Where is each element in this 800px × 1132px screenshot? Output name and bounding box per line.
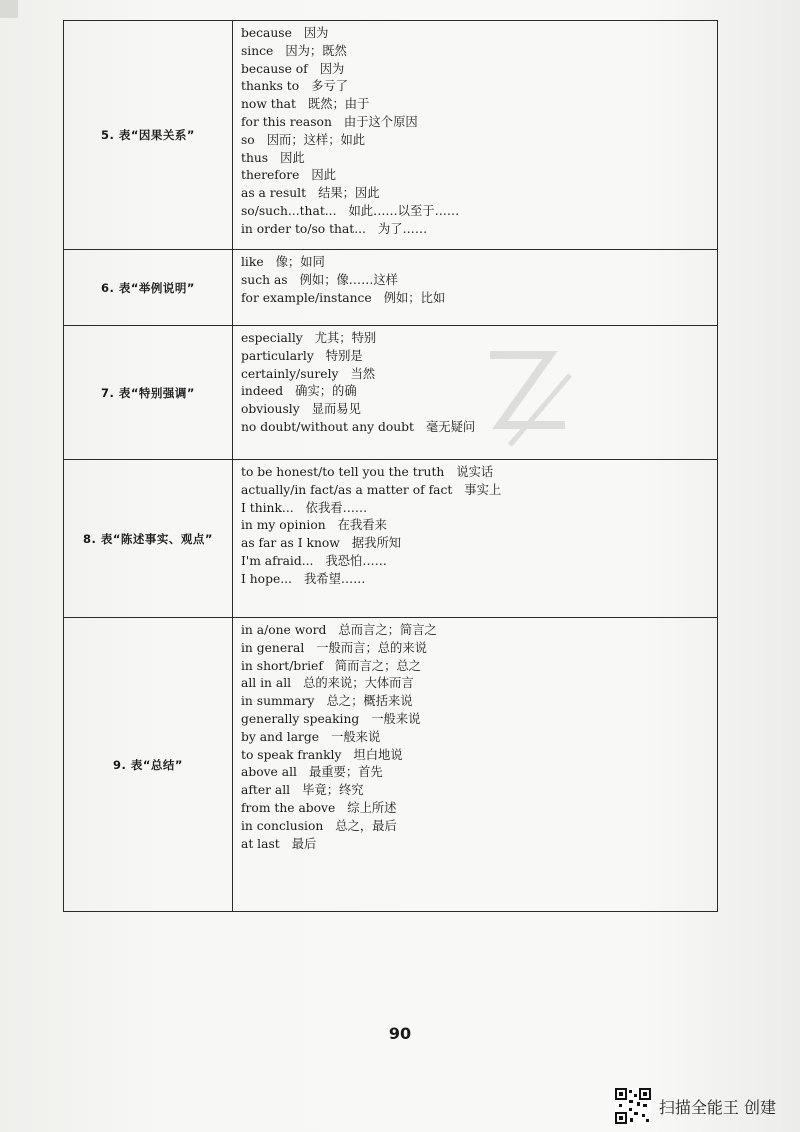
phrase-chinese: 毫无疑问 [426, 419, 476, 434]
phrase-english: thus [241, 150, 269, 165]
phrase-item [241, 800, 717, 818]
phrase-english: certainly/surely [241, 366, 339, 381]
phrase-list [233, 21, 717, 249]
phrase-chinese: 总之；概括来说 [326, 694, 413, 709]
phrase-chinese: 因为；既然 [285, 43, 347, 58]
phrase-item [241, 43, 717, 61]
phrase-chinese: 因为 [303, 26, 329, 40]
table-row [64, 459, 717, 617]
phrase-english: in order to/so that... [241, 221, 366, 236]
phrase-chinese: 在我看来 [337, 518, 387, 533]
phrase-english: as far as I know [241, 536, 340, 551]
phrase-item [241, 150, 717, 168]
phrase-item [241, 764, 717, 782]
phrase-list [233, 326, 717, 459]
phrase-item [241, 729, 717, 747]
phrase-english: to speak frankly [241, 747, 342, 762]
phrase-chinese: 总而言之；简言之 [338, 623, 437, 637]
page-corner [0, 0, 18, 18]
phrase-item [241, 167, 717, 185]
phrase-chinese: 例如；比如 [383, 290, 446, 305]
phrase-chinese: 像；如同 [275, 255, 325, 269]
phrase-chinese: 尤其；特别 [314, 331, 377, 345]
phrase-list [233, 250, 717, 325]
phrase-chinese: 我希望…… [303, 571, 366, 586]
phrase-english: from the above [241, 800, 336, 815]
phrase-item [241, 78, 717, 96]
phrase-chinese: 既然；由于 [307, 97, 370, 112]
phrase-english: above all [241, 765, 297, 780]
phrase-chinese: 依我看…… [305, 500, 368, 515]
table-row [64, 325, 717, 459]
phrase-english: for this reason [241, 114, 332, 129]
phrase-chinese: 确实；的确 [295, 384, 357, 399]
phrase-english: I hope... [241, 571, 292, 586]
phrase-item [241, 553, 717, 571]
phrase-chinese: 如此……以至于…… [348, 203, 460, 218]
scanner-footer [615, 1088, 776, 1124]
phrase-item [241, 517, 717, 535]
phrase-chinese: 毕竟；终究 [302, 783, 364, 798]
phrase-list [233, 460, 717, 617]
phrase-english: actually/in fact/as a matter of fact [241, 482, 453, 497]
table-row [64, 21, 717, 249]
phrase-item [241, 203, 717, 221]
phrase-english: especially [241, 331, 303, 345]
phrase-item [241, 348, 717, 366]
phrase-english: in short/brief [241, 658, 323, 673]
category-cell: 9. 表“总结” [64, 618, 233, 911]
phrase-item [241, 782, 717, 800]
phrase-chinese: 因此 [311, 168, 337, 183]
phrase-english: I think... [241, 500, 294, 515]
phrase-english: all in all [241, 676, 292, 691]
phrase-item [241, 254, 717, 272]
phrase-item [241, 535, 717, 553]
phrase-english: at last [241, 836, 280, 851]
phrase-chinese: 说实话 [456, 465, 494, 479]
phrase-chinese: 为了…… [377, 221, 428, 236]
qr-code-icon [615, 1088, 651, 1124]
phrase-chinese: 综上所述 [347, 800, 397, 815]
phrase-chinese: 特别是 [325, 348, 363, 363]
phrase-english: after all [241, 783, 291, 798]
category-cell: 6. 表“举例说明” [64, 250, 233, 325]
phrase-item [241, 330, 717, 348]
phrase-item [241, 96, 717, 114]
phrase-english: now that [241, 97, 296, 112]
phrase-item [241, 61, 717, 79]
phrase-item [241, 482, 717, 500]
phrase-chinese: 据我所知 [351, 536, 402, 551]
phrase-english: so [241, 132, 255, 147]
phrase-item [241, 675, 717, 693]
phrase-english: because [241, 26, 292, 40]
phrase-english: in summary [241, 694, 315, 709]
phrase-item [241, 658, 717, 676]
phrase-english: for example/instance [241, 290, 372, 305]
phrase-chinese: 因而；这样；如此 [266, 132, 366, 147]
phrase-chinese: 我恐怕…… [325, 553, 387, 568]
phrase-item [241, 221, 717, 239]
phrase-item [241, 747, 717, 765]
category-cell: 7. 表“特别强调” [64, 326, 233, 459]
phrase-chinese: 一般来说 [371, 711, 421, 726]
page-number: 90 [388, 1024, 412, 1043]
phrase-english: as a result [241, 186, 307, 201]
phrase-chinese: 简而言之；总之 [334, 658, 421, 673]
phrase-item [241, 290, 717, 308]
phrase-english: therefore [241, 168, 300, 183]
phrase-chinese: 事实上 [464, 482, 502, 497]
phrase-item [241, 640, 717, 658]
phrase-english: generally speaking [241, 711, 360, 726]
phrase-item [241, 500, 717, 518]
phrase-english: in conclusion [241, 818, 324, 833]
phrase-english: like [241, 255, 264, 269]
phrase-chinese: 一般而言；总的来说 [316, 640, 427, 655]
table-row [64, 617, 717, 911]
phrase-chinese: 当然 [350, 366, 376, 381]
phrase-english: no doubt/without any doubt [241, 419, 414, 434]
phrase-chinese: 因为 [319, 61, 345, 76]
scanner-credit: 扫描全能王 创建 [658, 1097, 776, 1117]
phrase-item [241, 114, 717, 132]
phrase-item [241, 132, 717, 150]
category-cell: 5. 表“因果关系” [64, 21, 233, 249]
phrase-english: obviously [241, 402, 300, 417]
phrase-chinese: 多亏了 [311, 79, 349, 94]
phrase-chinese: 总的来说；大体而言 [303, 676, 414, 691]
phrase-english: because of [241, 61, 308, 76]
phrase-item [241, 185, 717, 203]
phrase-item [241, 836, 717, 854]
phrase-item [241, 571, 717, 589]
phrase-english: in general [241, 640, 305, 655]
phrase-list [233, 618, 717, 911]
phrase-chinese: 最后 [291, 836, 317, 851]
phrase-chinese: 坦白地说 [353, 747, 403, 762]
phrase-english: particularly [241, 348, 314, 363]
phrase-chinese: 因此 [280, 150, 305, 165]
phrase-item [241, 622, 717, 640]
phrase-english: by and large [241, 729, 320, 744]
phrase-item [241, 711, 717, 729]
phrase-chinese: 最重要；首先 [308, 765, 383, 780]
phrase-english: indeed [241, 384, 284, 399]
phrase-item [241, 818, 717, 836]
phrase-chinese: 显而易见 [311, 402, 361, 417]
phrase-chinese: 结果；因此 [318, 186, 380, 201]
phrase-item [241, 366, 717, 384]
phrase-english: in my opinion [241, 518, 326, 533]
phrase-chinese: 总之，最后 [335, 818, 397, 833]
phrase-english: I'm afraid... [241, 553, 314, 568]
phrase-item [241, 272, 717, 290]
phrase-english: so/such...that... [241, 203, 337, 218]
phrase-chinese: 由于这个原因 [343, 114, 418, 129]
category-cell: 8. 表“陈述事实、观点” [64, 460, 233, 617]
phrase-item [241, 25, 717, 43]
table-row [64, 249, 717, 325]
phrase-english: to be honest/to tell you the truth [241, 465, 445, 479]
phrase-item [241, 401, 717, 419]
phrase-table [63, 20, 718, 912]
phrase-english: in a/one word [241, 623, 327, 637]
phrase-item [241, 419, 717, 437]
phrase-item [241, 693, 717, 711]
phrase-english: such as [241, 272, 288, 287]
phrase-chinese: 一般来说 [331, 729, 381, 744]
phrase-english: since [241, 43, 274, 58]
phrase-english: thanks to [241, 79, 300, 94]
phrase-item [241, 383, 717, 401]
phrase-item [241, 464, 717, 482]
phrase-chinese: 例如；像……这样 [299, 272, 398, 287]
